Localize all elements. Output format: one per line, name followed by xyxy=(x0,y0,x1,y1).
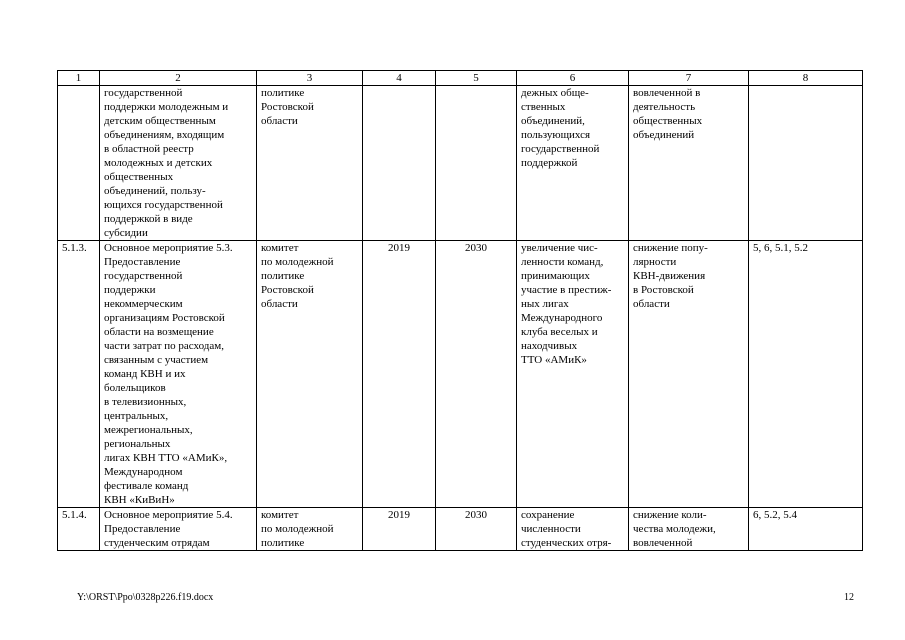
cell-end-year xyxy=(436,508,517,551)
cell-text-line: студенческим отрядам xyxy=(104,537,210,549)
cell-expected-result xyxy=(517,508,629,551)
cell-text-line: части затрат по расходам, xyxy=(104,340,224,352)
cell-text-line: снижение коли- xyxy=(633,509,707,521)
cell-text-line: чества молодежи, xyxy=(633,523,716,535)
cell-text-line: Ростовской xyxy=(261,284,314,296)
cell-indicator-link xyxy=(749,241,863,508)
cell-text-line: области xyxy=(261,298,298,310)
cell-text-line: принимающих xyxy=(521,270,590,282)
cell-item-number xyxy=(58,86,100,241)
cell-text-line: объединениям, входящим xyxy=(104,129,225,141)
cell-text-line: 5, 6, 5.1, 5.2 xyxy=(753,242,808,254)
cell-start-year xyxy=(363,86,436,241)
cell-text-line: пользующихся xyxy=(521,129,591,141)
row-5-1-4 xyxy=(58,508,863,551)
footer-file-path: Y:\ORST\Ppo\0328p226.f19.docx xyxy=(77,592,214,603)
cell-text-line: ТТО «АМиК» xyxy=(521,354,587,366)
cell-text-line: молодежных и детских xyxy=(104,157,213,169)
cell-text-line: увеличение чис- xyxy=(521,242,598,254)
column-number-row xyxy=(58,71,863,86)
cell-text-line: поддержкой xyxy=(521,157,578,169)
cell-text-line: политике xyxy=(261,537,305,549)
cell-text-line: вовлеченной xyxy=(633,537,693,549)
column-number-4: 4 xyxy=(363,71,436,86)
cell-text-line: центральных, xyxy=(104,410,169,422)
cell-text-line: ленности команд, xyxy=(521,256,604,268)
cell-text-line: КВН «КиВиН» xyxy=(104,494,175,506)
cell-text-line: ных лигах xyxy=(521,298,569,310)
measures-table xyxy=(57,70,863,551)
table-body xyxy=(58,71,863,551)
cell-start-year xyxy=(363,241,436,508)
cell-text-line: дежных обще- xyxy=(521,87,589,99)
cell-expected-result xyxy=(517,86,629,241)
cell-text-line: поддержкой в виде xyxy=(104,213,193,225)
cell-text-line: ственных xyxy=(521,101,566,113)
column-number-7: 7 xyxy=(629,71,749,86)
cell-end-year xyxy=(436,241,517,508)
cell-consequence xyxy=(629,241,749,508)
cell-text-line: Предоставление xyxy=(104,256,181,268)
cell-text-line: Ростовской xyxy=(261,101,314,113)
cell-text-line: в Ростовской xyxy=(633,284,694,296)
cell-text-line: деятельность xyxy=(633,101,696,113)
cell-text-line: государственной xyxy=(521,143,600,155)
cell-text-line: объединений, пользу- xyxy=(104,185,206,197)
cell-indicator-link xyxy=(749,508,863,551)
cell-text-line: участие в престиж- xyxy=(521,284,612,296)
cell-expected-result xyxy=(517,241,629,508)
cell-text-line: численности xyxy=(521,523,581,535)
cell-end-year xyxy=(436,86,517,241)
cell-text-line: субсидии xyxy=(104,227,148,239)
cell-text-line: объединений, xyxy=(521,115,585,127)
cell-start-year xyxy=(363,508,436,551)
cell-text-line: комитет xyxy=(261,509,299,521)
cell-text-line: Международного xyxy=(521,312,603,324)
cell-text-line: объединений xyxy=(633,129,695,141)
cell-text-line: фестивале команд xyxy=(104,480,189,492)
cell-text-line: в областной реестр xyxy=(104,143,194,155)
column-number-6: 6 xyxy=(517,71,629,86)
cell-text-line: 5.1.3. xyxy=(62,242,87,254)
cell-text-line: клуба веселых и xyxy=(521,326,598,338)
cell-text-line: 2030 xyxy=(465,242,487,254)
cell-text-line: области xyxy=(261,115,298,127)
cell-text-line: 2019 xyxy=(388,242,410,254)
cell-text-line: по молодежной xyxy=(261,256,334,268)
cell-text-line: Основное мероприятие 5.4. xyxy=(104,509,233,521)
cell-text-line: 2019 xyxy=(388,509,410,521)
column-number-5: 5 xyxy=(436,71,517,86)
cell-text-line: лярности xyxy=(633,256,677,268)
cell-text-line: КВН-движения xyxy=(633,270,706,282)
cell-indicator-link xyxy=(749,86,863,241)
footer-page-number: 12 xyxy=(844,592,854,603)
cell-text-line: снижение попу- xyxy=(633,242,708,254)
cell-text-line: болельщиков xyxy=(104,382,166,394)
cell-text-line: общественных xyxy=(633,115,703,127)
column-number-2: 2 xyxy=(100,71,257,86)
cell-measure-name xyxy=(100,508,257,551)
cell-text-line: поддержки молодежным и xyxy=(104,101,229,113)
cell-text-line: 5.1.4. xyxy=(62,509,87,521)
row-5-1-3 xyxy=(58,241,863,508)
cell-executor xyxy=(257,241,363,508)
cell-text-line: ющихся государственной xyxy=(104,199,223,211)
cell-executor xyxy=(257,86,363,241)
row-continuation xyxy=(58,86,863,241)
cell-text-line: поддержки xyxy=(104,284,156,296)
cell-text-line: области xyxy=(633,298,670,310)
cell-item-number xyxy=(58,508,100,551)
cell-text-line: региональных xyxy=(104,438,171,450)
column-number-1: 1 xyxy=(58,71,100,86)
cell-text-line: политике xyxy=(261,87,305,99)
cell-text-line: вовлеченной в xyxy=(633,87,701,99)
cell-text-line: команд КВН и их xyxy=(104,368,186,380)
cell-text-line: области на возмещение xyxy=(104,326,214,338)
cell-text-line: лигах КВН ТТО «АМиК», xyxy=(104,452,228,464)
cell-text-line: сохранение xyxy=(521,509,575,521)
cell-text-line: комитет xyxy=(261,242,299,254)
cell-text-line: межрегиональных, xyxy=(104,424,193,436)
cell-text-line: 6, 5.2, 5.4 xyxy=(753,509,797,521)
cell-text-line: находчивых xyxy=(521,340,578,352)
cell-text-line: некоммерческим xyxy=(104,298,183,310)
cell-text-line: общественных xyxy=(104,171,174,183)
cell-text-line: студенческих отря- xyxy=(521,537,612,549)
cell-text-line: Предоставление xyxy=(104,523,181,535)
cell-text-line: детским общественным xyxy=(104,115,216,127)
cell-measure-name xyxy=(100,86,257,241)
cell-consequence xyxy=(629,86,749,241)
cell-executor xyxy=(257,508,363,551)
cell-text-line: 2030 xyxy=(465,509,487,521)
cell-text-line: Основное мероприятие 5.3. xyxy=(104,242,233,254)
column-number-8: 8 xyxy=(749,71,863,86)
cell-text-line: в телевизионных, xyxy=(104,396,187,408)
cell-consequence xyxy=(629,508,749,551)
cell-text-line: государственной xyxy=(104,270,183,282)
cell-text-line: связанным с участием xyxy=(104,354,209,366)
cell-text-line: организациям Ростовской xyxy=(104,312,225,324)
cell-text-line: по молодежной xyxy=(261,523,334,535)
cell-text-line: государственной xyxy=(104,87,183,99)
cell-measure-name xyxy=(100,241,257,508)
column-number-3: 3 xyxy=(257,71,363,86)
cell-text-line: политике xyxy=(261,270,305,282)
cell-item-number xyxy=(58,241,100,508)
cell-text-line: Международном xyxy=(104,466,183,478)
